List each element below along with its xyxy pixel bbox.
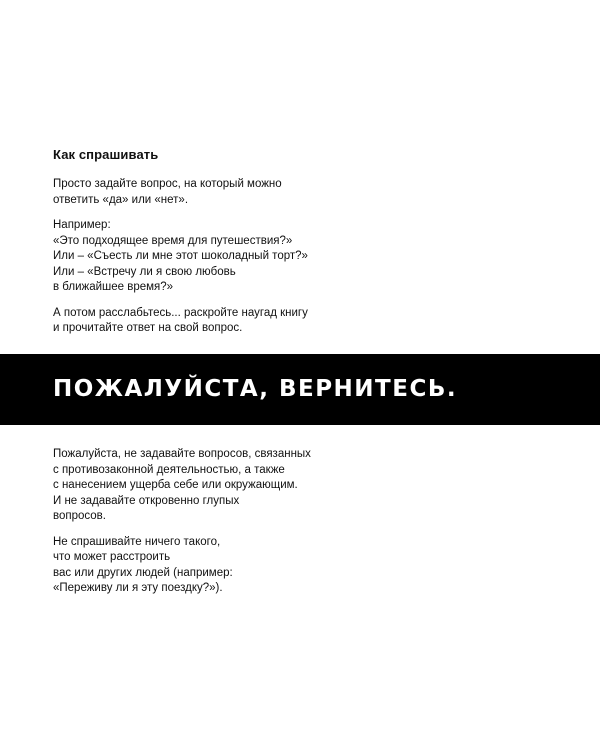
- text-line: вопросов.: [53, 510, 106, 522]
- text-line: с противозаконной деятельностью, а также: [53, 463, 285, 476]
- text-line: Или – «Встречу ли я свою любовь: [53, 265, 236, 278]
- text-line: вас или других людей (например:: [53, 566, 233, 579]
- text-line: «Переживу ли я эту поездку?»).: [53, 582, 223, 594]
- relax-paragraph: [53, 306, 473, 337]
- intro-paragraph: [53, 177, 473, 208]
- text-line: в ближайшее время?»: [53, 281, 174, 293]
- text-line: Или – «Съесть ли мне этот шоколадный торт?»: [53, 250, 308, 262]
- section-heading: Как спрашивать: [53, 147, 159, 162]
- banner-text: ПОЖАЛУЙСТА, ВЕРНИТЕСЬ.: [53, 376, 458, 402]
- text-line: Пожалуйста, не задавайте вопросов, связанных: [53, 448, 311, 460]
- text-line: Не спрашивайте ничего такого,: [53, 535, 221, 548]
- how-to-ask-section: [53, 146, 473, 347]
- text-line: Например:: [53, 219, 111, 231]
- text-line: И не задавайте откровенно глупых: [53, 494, 240, 507]
- banner: [0, 354, 600, 425]
- warning-paragraph: [53, 535, 473, 597]
- examples-paragraph: [53, 218, 473, 296]
- text-line: с нанесением ущерба себе или окружающим.: [53, 479, 298, 491]
- text-line: «Это подходящее время для путешествия?»: [53, 234, 293, 247]
- text-line: А потом расслабьтесь... раскройте наугад книгу: [53, 306, 308, 319]
- warning-paragraph: [53, 447, 473, 525]
- text-line: что может расстроить: [53, 551, 171, 563]
- warnings-section: [53, 447, 473, 607]
- text-line: и прочитайте ответ на свой вопрос.: [53, 322, 243, 334]
- text-line: Просто задайте вопрос, на который можно: [53, 178, 282, 190]
- text-line: ответить «да» или «нет».: [53, 193, 189, 206]
